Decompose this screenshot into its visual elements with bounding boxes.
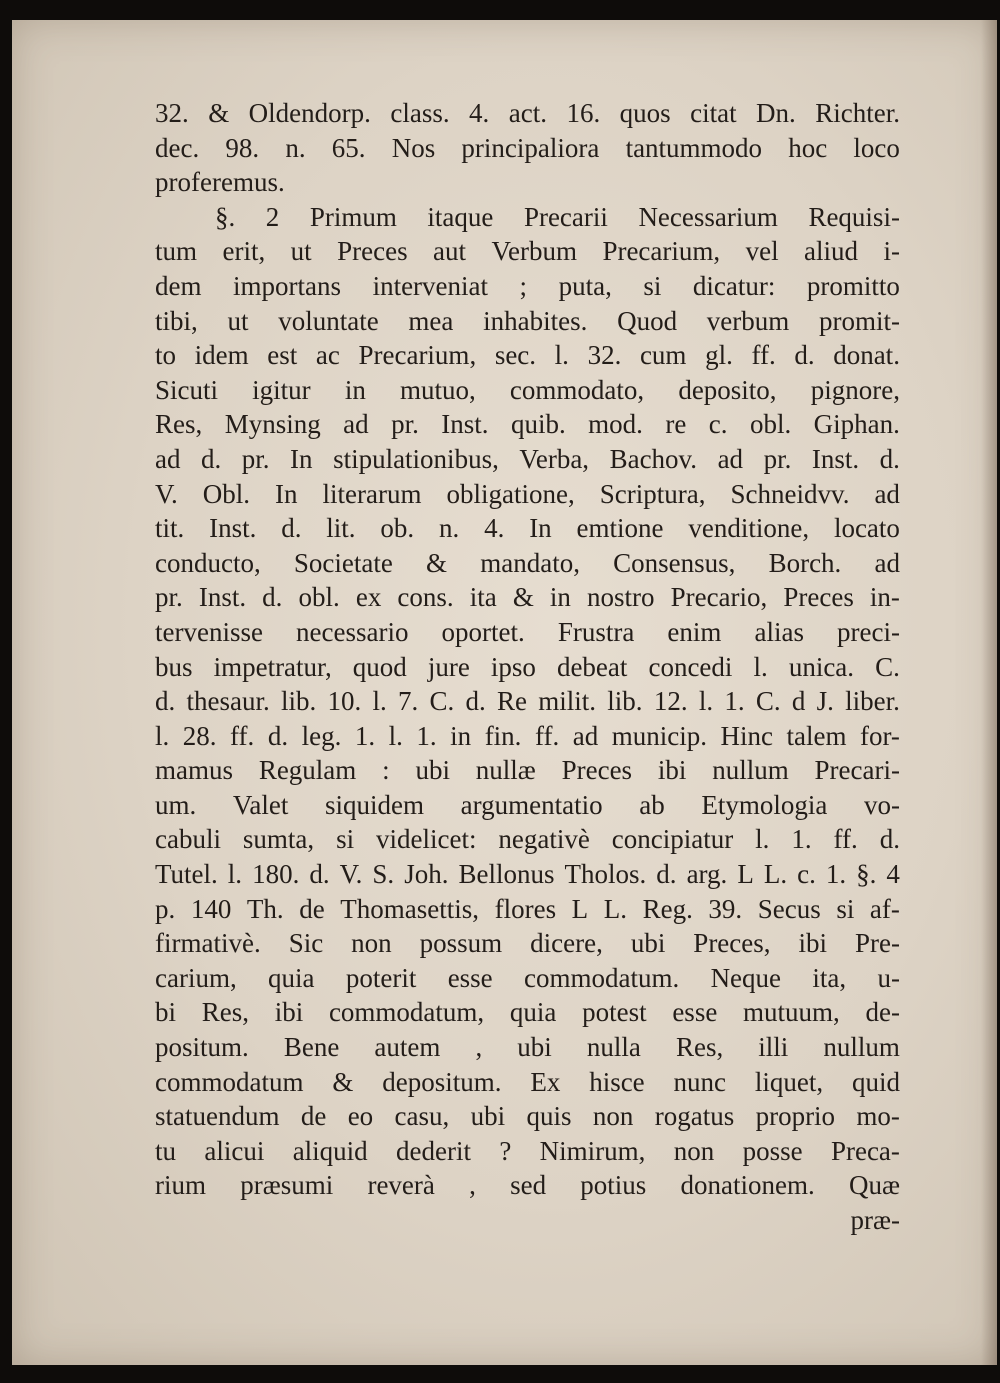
text-line: Sicuti igitur in mutuo, commodato, deposito, pignore, [155, 374, 900, 405]
text-line: conducto, Societate & mandato, Consensus, Borch. ad [155, 547, 900, 578]
text-line: positum. Bene autem , ubi nulla Res, illi nullum [155, 1032, 900, 1063]
text-line: um. Valet siquidem argumentatio ab Etymologia vo- [155, 789, 900, 820]
text-line: statuendum de eo casu, ubi quis non rogatus proprio mo- [155, 1101, 900, 1132]
text-line: bi Res, ibi commodatum, quia potest esse mutuum, de- [155, 997, 900, 1028]
text-line: rium præsumi reverà , sed potius donationem. Quæ [155, 1170, 900, 1201]
text-line: tum erit, ut Preces aut Verbum Precarium, vel aliud i- [155, 236, 900, 267]
text-line: tu alicui aliquid dederit ? Nimirum, non posse Preca- [155, 1135, 900, 1166]
text-line: proferemus. [155, 167, 285, 198]
text-line: to idem est ac Precarium, sec. l. 32. cum gl. ff. d. donat. [155, 340, 900, 371]
text-line: pr. Inst. d. obl. ex cons. ita & in nostro Precario, Preces in- [155, 582, 900, 613]
text-line: firmativè. Sic non possum dicere, ubi Preces, ibi Pre- [155, 928, 900, 959]
text-line: commodatum & depositum. Ex hisce nunc liquet, quid [155, 1066, 900, 1097]
text-line: V. Obl. In literarum obligatione, Scriptura, Schneidvv. ad [155, 478, 900, 509]
text-line: Res, Mynsing ad pr. Inst. quib. mod. re c. obl. Giphan. [155, 409, 900, 440]
text-line: p. 140 Th. de Thomasettis, flores L L. Reg. 39. Secus si af- [155, 893, 900, 924]
text-line: cabuli sumta, si videlicet: negativè concipiatur l. 1. ff. d. [155, 824, 900, 855]
text-line: carium, quia poterit esse commodatum. Neque ita, u- [155, 962, 900, 993]
text-line: tit. Inst. d. lit. ob. n. 4. In emtione venditione, locato [155, 513, 900, 544]
body-text [155, 96, 900, 1238]
text-line: ad d. pr. In stipulationibus, Verba, Bachov. ad pr. Inst. d. [155, 443, 900, 474]
text-line: 32. & Oldendorp. class. 4. act. 16. quos citat Dn. Richter. [155, 98, 900, 128]
text-line: l. 28. ff. d. leg. 1. l. 1. in fin. ff. ad municip. Hinc talem for- [155, 720, 900, 751]
text-line: tibi, ut voluntate mea inhabites. Quod verbum promit- [155, 305, 900, 336]
text-line: mamus Regulam : ubi nullæ Preces ibi nullum Precari- [155, 755, 900, 786]
text-line: tervenisse necessario oportet. Frustra enim alias preci- [155, 616, 900, 647]
text-line: d. thesaur. lib. 10. l. 7. C. d. Re milit. lib. 12. l. 1. C. d J. liber. [155, 686, 900, 717]
text-line: Tutel. l. 180. d. V. S. Joh. Bellonus Tholos. d. arg. L L. c. 1. §. 4 [155, 859, 900, 890]
text-line: §. 2 Primum itaque Precarii Necessarium Requisi- [215, 201, 900, 232]
text-line: dem importans interveniat ; puta, si dicatur: promitto [155, 270, 900, 301]
catchword: præ- [850, 1205, 900, 1235]
text-line: dec. 98. n. 65. Nos principaliora tantummodo hoc loco [155, 132, 900, 163]
page-edge-shadow [981, 20, 997, 1365]
text-line: bus impetratur, quod jure ipso debeat concedi l. unica. C. [155, 651, 900, 682]
